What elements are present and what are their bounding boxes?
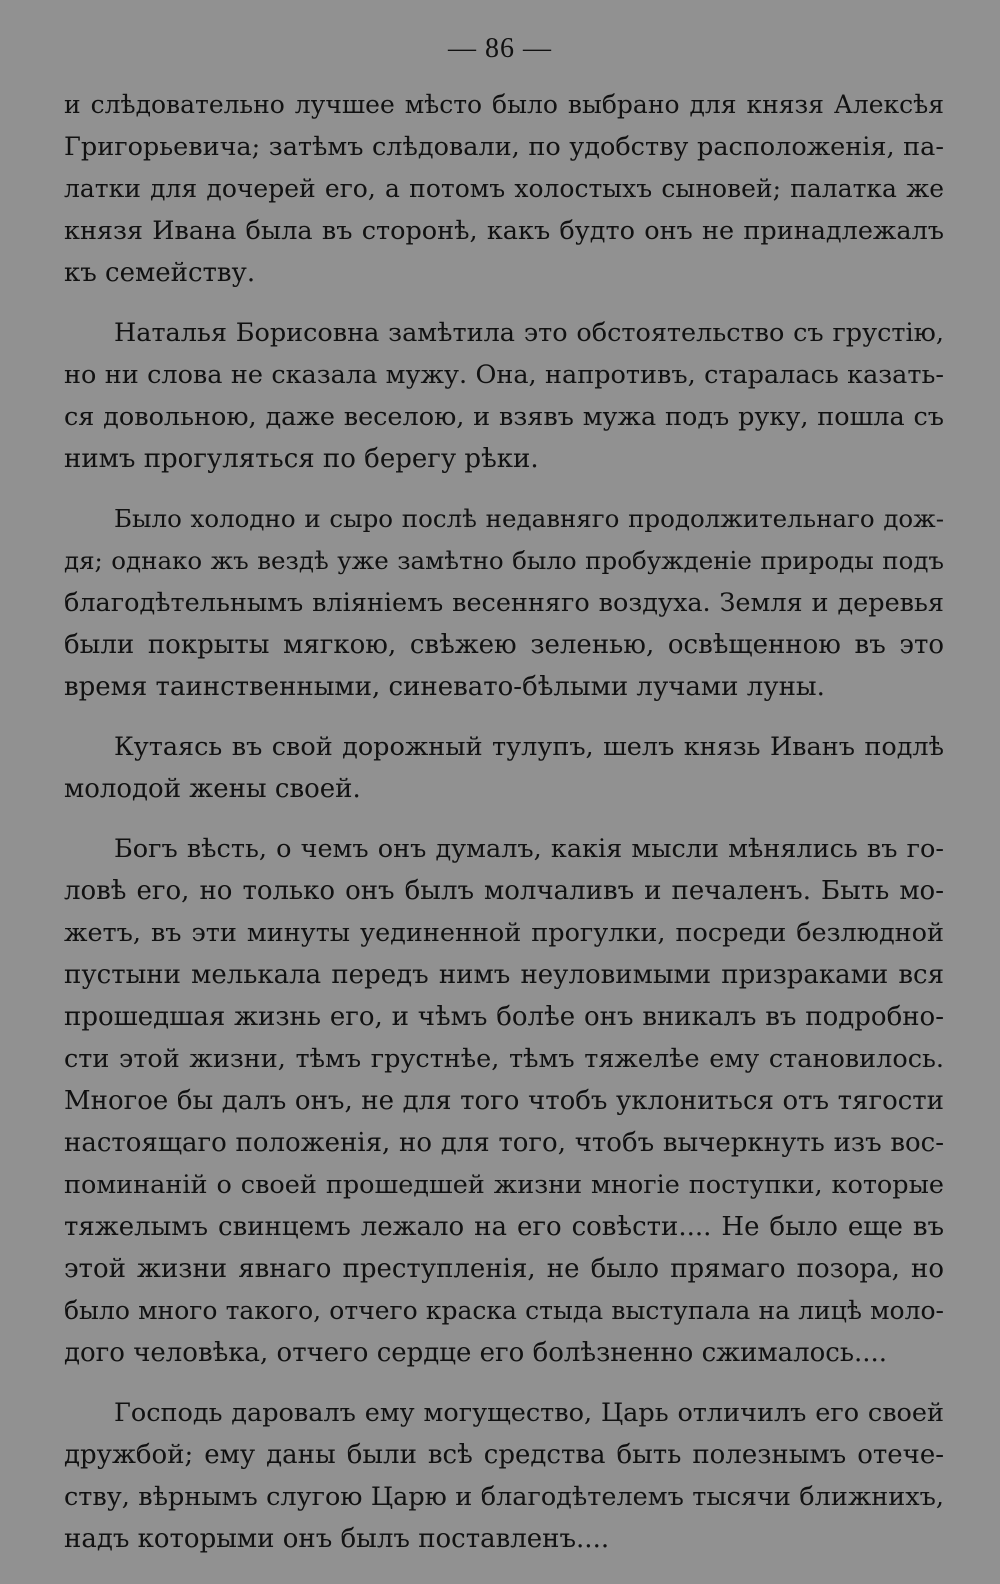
text-line: Было холодно и сыро послѣ недавняго продолжительнаго дож- — [114, 504, 944, 533]
text-line: настоящаго положенія, но для того, чтобъ вычеркнуть изъ вос- — [64, 1128, 944, 1158]
text-line: князя Ивана была въ сторонѣ, какъ будто онъ не принадлежалъ — [64, 216, 944, 246]
page-number: — 86 — — [448, 33, 552, 64]
text-line: пустыни мелькала передъ нимъ неуловимыми призраками вся — [64, 960, 944, 990]
text-line: было много такого, отчего краска стыда выступала на лицѣ моло- — [64, 1296, 944, 1325]
text-line: поминаній о своей прошедшей жизни многіе поступки, которые — [64, 1170, 944, 1200]
text-line: дружбой; ему даны были всѣ средства быть полезнымъ отече- — [64, 1440, 944, 1470]
text-line: время таинственными, синевато-бѣлыми лучами луны. — [64, 672, 825, 702]
text-line: дого человѣка, отчего сердце его болѣзненно сжималось.... — [64, 1338, 888, 1368]
text-line: тяжелымъ свинцемъ лежало на его совѣсти.... Не было еще въ — [64, 1212, 944, 1242]
paragraph-5 — [64, 828, 944, 1374]
paragraph-1 — [64, 84, 944, 294]
text-line: къ семейству. — [64, 258, 256, 288]
paragraph-6 — [64, 1392, 944, 1560]
text-line: ловѣ его, но только онъ былъ молчаливъ и печаленъ. Быть мо- — [64, 876, 944, 906]
text-line: дя; однако жъ вездѣ уже замѣтно было пробужденіе природы подъ — [64, 546, 944, 575]
text-line: латки для дочерей его, а потомъ холостыхъ сыновей; палатка же — [64, 174, 944, 203]
paragraph-4 — [64, 726, 944, 810]
paragraph-2 — [64, 312, 944, 480]
text-line: Многое бы далъ онъ, не для того чтобъ уклониться отъ тягости — [64, 1086, 944, 1116]
text-line: прошедшая жизнь его, и чѣмъ болѣе онъ вникалъ въ подробно- — [64, 1002, 944, 1032]
text-line: нимъ прогуляться по берегу рѣки. — [64, 444, 539, 474]
text-line: благодѣтельнымъ вліяніемъ весенняго воздуха. Земля и деревья — [64, 588, 944, 618]
text-line: ству, вѣрнымъ слугою Царю и благодѣтелемъ тысячи ближнихъ, — [64, 1482, 944, 1512]
text-line: сти этой жизни, тѣмъ грустнѣе, тѣмъ тяжелѣе ему становилось. — [64, 1044, 944, 1074]
text-line: надъ которыми онъ былъ поставленъ.... — [64, 1524, 610, 1554]
text-line: но ни слова не сказала мужу. Она, напротивъ, старалась казать- — [64, 360, 944, 390]
text-line: Кутаясь въ свой дорожный тулупъ, шелъ князь Иванъ подлѣ — [114, 732, 944, 762]
text-line: Наталья Борисовна замѣтила это обстоятельство съ грустію, — [114, 318, 944, 348]
text-line: Богъ вѣсть, о чемъ онъ думалъ, какія мысли мѣнялись въ го- — [114, 834, 944, 864]
text-line: молодой жены своей. — [64, 774, 361, 804]
text-line: жетъ, въ эти минуты уединенной прогулки, посреди безлюдной — [64, 918, 944, 948]
text-line: этой жизни явнаго преступленія, не было прямаго позора, но — [64, 1254, 944, 1284]
text-line: Григорьевича; затѣмъ слѣдовали, по удобству расположенія, па- — [64, 132, 944, 162]
text-line: и слѣдовательно лучшее мѣсто было выбрано для князя Алексѣя — [64, 90, 944, 119]
text-line: ся довольною, даже веселою, и взявъ мужа подъ руку, пошла съ — [64, 402, 944, 432]
text-line: были покрыты мягкою, свѣжею зеленью, освѣщенною въ это — [64, 630, 944, 660]
body-text — [64, 84, 944, 1560]
text-line: Господь даровалъ ему могущество, Царь отличилъ его своей — [114, 1398, 944, 1428]
paragraph-3 — [64, 498, 944, 708]
